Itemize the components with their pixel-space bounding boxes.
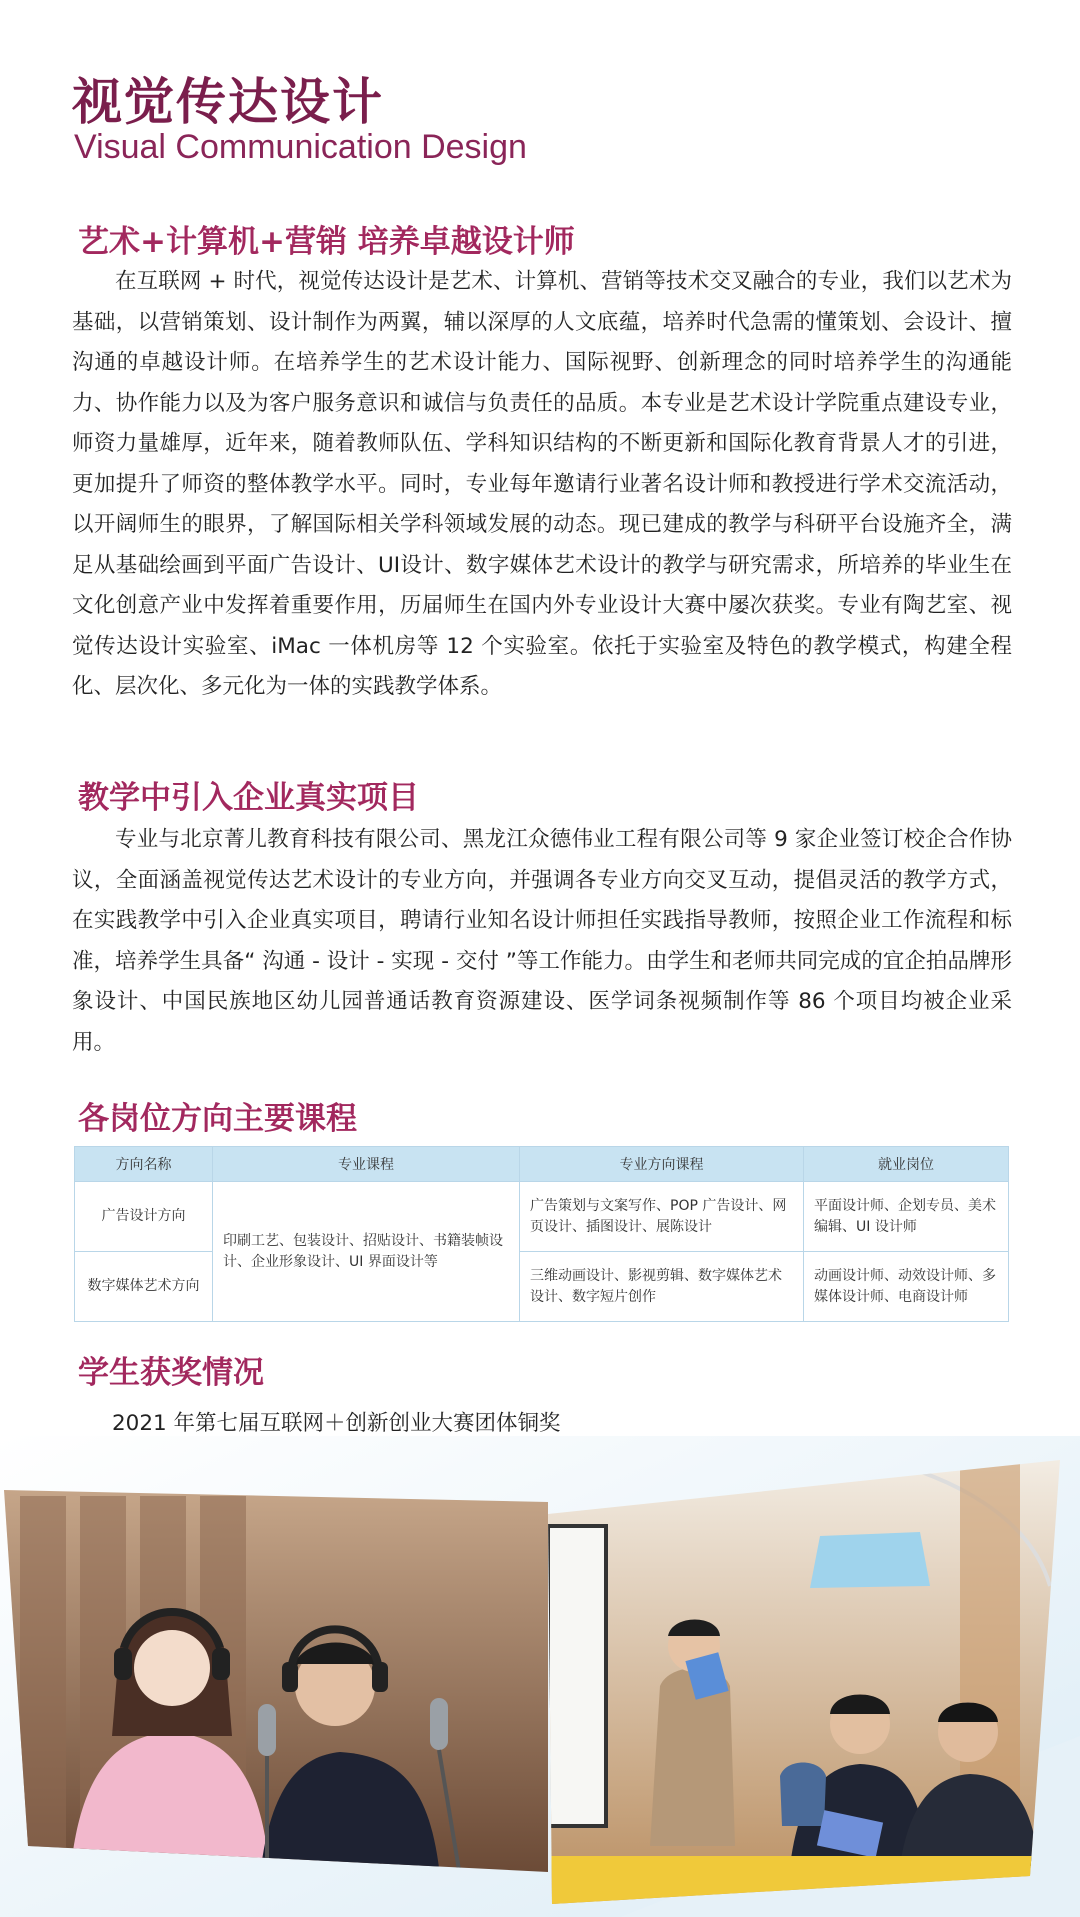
photo-collage xyxy=(0,1436,1080,1917)
shared-courses-cell: 印刷工艺、包装设计、招贴设计、书籍装帧设计、企业形象设计、UI 界面设计等 xyxy=(213,1182,520,1322)
table-row xyxy=(75,1182,1009,1252)
page-subtitle-en: Visual Communication Design xyxy=(74,128,527,166)
jobs-cell: 平面设计师、企划专员、美术编辑、UI 设计师 xyxy=(804,1182,1009,1252)
photo-recording-studio xyxy=(0,1476,560,1876)
photo-design-classroom xyxy=(540,1456,1070,1916)
table-header-cell: 方向名称 xyxy=(75,1147,213,1182)
table-header-row xyxy=(75,1147,1009,1182)
section-title-awards: 学生获奖情况 xyxy=(78,1355,264,1391)
direction-courses-cell: 广告策划与文案写作、POP 广告设计、网页设计、插图设计、展陈设计 xyxy=(520,1182,804,1252)
section-title-enterprise-projects: 教学中引入企业真实项目 xyxy=(78,780,419,816)
table-header-cell: 就业岗位 xyxy=(804,1147,1009,1182)
jobs-cell: 动画设计师、动效设计师、多媒体设计师、电商设计师 xyxy=(804,1252,1009,1322)
direction-cell: 数字媒体艺术方向 xyxy=(75,1252,213,1322)
section-body-intro: 在互联网 + 时代，视觉传达设计是艺术、计算机、营销等技术交叉融合的专业，我们以艺术为基础，以营销策划、设计制作为两翼，辅以深厚的人文底蕴，培养时代急需的懂策划、会设计、擅沟通的卓越设计师。在培养学生的艺术设计能力、国际视野、创新理念的同时培养学生的沟通能力、协作能力以及为客户服务意识和诚信与负责任的品质。本专业是艺术设计学院重点建设专业，师资力量雄厚，近年来，随着教师队伍、学科知识结构的不断更新和国际化教育背景人才的引进，更加提升了师资的整体教学水平。同时，专业每年邀请行业著名设计师和教授进行学术交流活动，以开阔师生的眼界，了解国际相关学科领域发展的动态。现已建成的教学与科研平台设施齐全，满足从基础绘画到平面广告设计、UI设计、数字媒体艺术设计的教学与研究需求，所培养的毕业生在文化创意产业中发挥着重要作用，历届师生在国内外专业设计大赛中屡次获奖。专业有陶艺室、视觉传达设计实验室、iMac 一体机房等 12 个实验室。依托于实验室及特色的教学模式，构建全程化、层次化、多元化为一体的实践教学体系。 xyxy=(72,269,1012,699)
award-item: 2021 年第七届互联网＋创新创业大赛团体铜奖 xyxy=(112,1411,561,1436)
section-title-art-computer-marketing: 艺术+计算机+营销 培养卓越设计师 xyxy=(78,224,575,260)
section-title-courses: 各岗位方向主要课程 xyxy=(78,1101,357,1137)
page-title: 视觉传达设计 xyxy=(72,73,384,131)
direction-cell: 广告设计方向 xyxy=(75,1182,213,1252)
table-header-cell: 专业方向课程 xyxy=(520,1147,804,1182)
direction-courses-cell: 三维动画设计、影视剪辑、数字媒体艺术设计、数字短片创作 xyxy=(520,1252,804,1322)
course-table xyxy=(74,1146,1009,1322)
section-body-enterprise-projects: 专业与北京菁儿教育科技有限公司、黑龙江众德伟业工程有限公司等 9 家企业签订校企合作协议，全面涵盖视觉传达艺术设计的专业方向，并强调各专业方向交叉互动，提倡灵活的教学方式，在实践教学中引入企业真实项目，聘请行业知名设计师担任实践指导教师，按照企业工作流程和标准，培养学生具备“ 沟通 - 设计 - 实现 - 交付 ”等工作能力。由学生和老师共同完成的宜企拍品牌形象设计、中国民族地区幼儿园普通话教育资源建设、医学词条视频制作等 86 个项目均被企业采用。 xyxy=(72,827,1012,1055)
table-header-cell: 专业课程 xyxy=(213,1147,520,1182)
